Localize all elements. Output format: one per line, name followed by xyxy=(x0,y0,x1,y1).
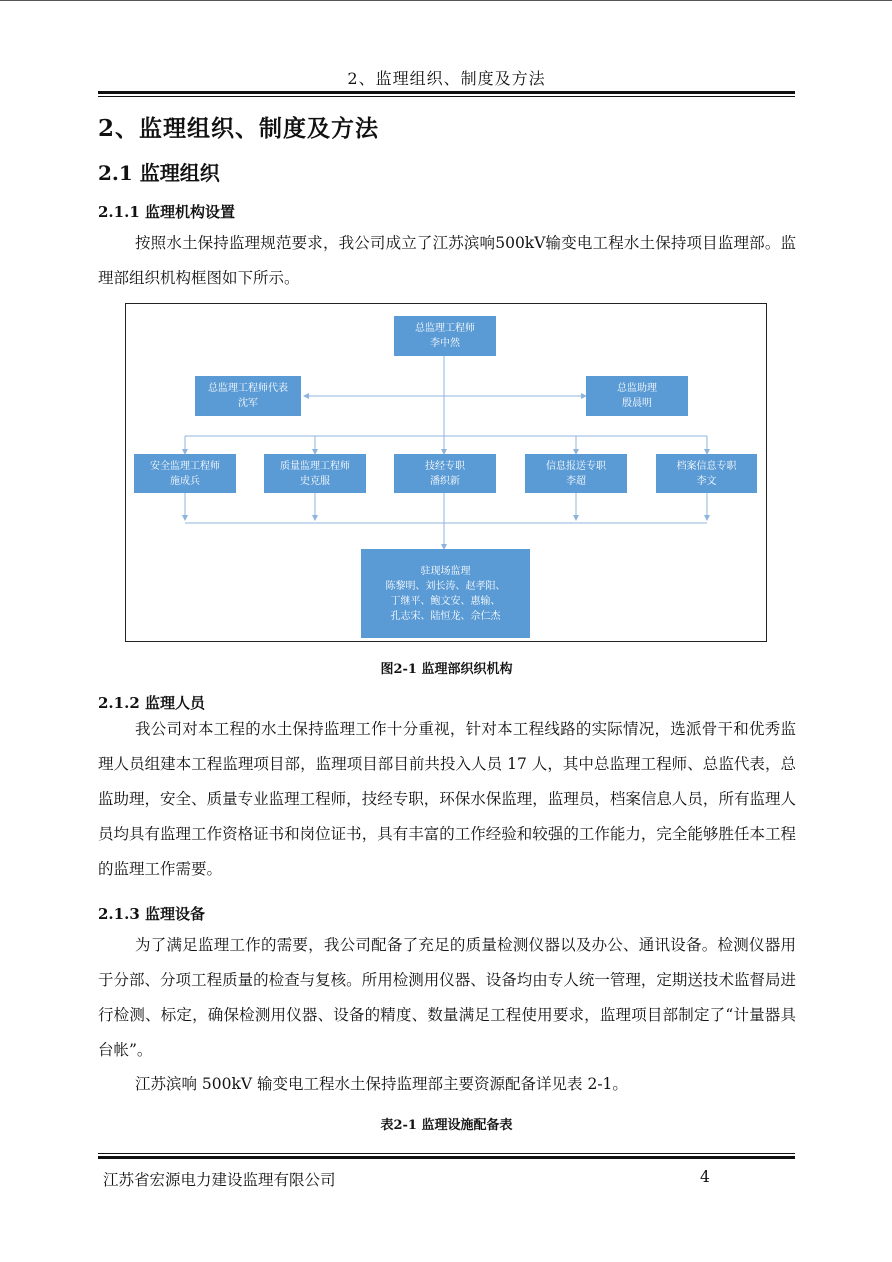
node-site-line-3: 孔志宋、陆恒龙、佘仁杰 xyxy=(390,610,501,622)
node-dept-title: 信息报送专职 xyxy=(546,460,606,472)
figure-caption: 图2-1 监理部织织机构 xyxy=(380,662,513,677)
table-caption: 表2-1 监理设施配备表 xyxy=(380,1118,513,1133)
node-site-line-1: 陈黎明、刘长涛、赵孝阳、 xyxy=(385,580,506,592)
node-chief-engineer xyxy=(394,316,496,356)
node-chief-name: 李中然 xyxy=(430,338,460,349)
node-dept-name: 施成兵 xyxy=(170,475,200,487)
page-top-border xyxy=(0,0,892,1)
node-chief-assistant xyxy=(586,376,688,416)
paragraph-211: 按照水土保持监理规范要求，我公司成立了江苏滨响500kV输变电工程水土保持项目监理部。监理部组织机构框图如下所示。 xyxy=(98,234,796,287)
running-header: 2、监理组织、制度及方法 xyxy=(347,69,546,88)
node-site-line-2: 丁继平、鲍文安、惠输、 xyxy=(390,595,501,607)
node-assistant-name: 殷晨明 xyxy=(622,398,652,409)
node-site-supervision xyxy=(361,549,530,638)
node-dept-title: 技经专职 xyxy=(425,460,465,472)
node-dept-title: 档案信息专职 xyxy=(676,460,737,472)
node-deputy-chief xyxy=(195,376,301,416)
node-dept-name: 潘织新 xyxy=(430,475,460,487)
footer-rule-thin xyxy=(98,1153,795,1154)
paragraph-212: 我公司对本工程的水土保持监理工作十分重视，针对本工程线路的实际情况，选派骨干和优秀监理人员组建本工程监理项目部，监理项目部目前共投入人员 17 人，其中总监理工程师、总监代表，总监助理，安全、质量专业监理工程师，技经专职，环保水保监理，监理员，档案信息人员，所有监理人员均具有监理工作资格证书和岗位证书，具有丰富的工作经验和较强的工作能力，完全能够胜任本工程的监理工作需要。 xyxy=(98,720,796,878)
header-rule-thick xyxy=(98,91,795,94)
node-quality-engineer xyxy=(264,454,366,493)
org-chart xyxy=(125,303,767,642)
footer-rule-thick xyxy=(98,1156,795,1159)
node-cost-specialist xyxy=(394,454,496,493)
node-site-title: 驻现场监理 xyxy=(420,565,471,577)
chapter-heading: 2、监理组织、制度及方法 xyxy=(98,115,380,142)
node-archive-info xyxy=(656,454,757,493)
node-dept-name: 史克服 xyxy=(300,475,330,487)
node-dept-title: 安全监理工程师 xyxy=(150,460,220,472)
node-deputy-title: 总监理工程师代表 xyxy=(208,383,288,394)
node-safety-engineer xyxy=(134,454,236,493)
subsection-heading-211: 2.1.1 监理机构设置 xyxy=(98,203,235,221)
node-dept-title: 质量监理工程师 xyxy=(280,460,350,472)
subsection-heading-213: 2.1.3 监理设备 xyxy=(98,905,205,923)
node-dept-name: 李文 xyxy=(696,475,717,487)
page-number: 4 xyxy=(700,1168,710,1186)
node-chief-title: 总监理工程师 xyxy=(415,323,475,334)
node-dept-name: 李超 xyxy=(566,475,586,487)
section-heading: 2.1 监理组织 xyxy=(98,161,220,185)
paragraph-213-1: 为了满足监理工作的需要，我公司配备了充足的质量检测仪器以及办公、通讯设备。检测仪器用于分部、分项工程质量的检查与复核。所用检测用仪器、设备均由专人统一管理，定期送技术监督局进行检测、标定，确保检测用仪器、设备的精度、数量满足工程使用要求，监理项目部制定了“计量器具台帐”。 xyxy=(98,936,796,1059)
node-assistant-title: 总监助理 xyxy=(617,383,657,394)
subsection-heading-212: 2.1.2 监理人员 xyxy=(98,694,205,712)
footer-company: 江苏省宏源电力建设监理有限公司 xyxy=(103,1171,336,1189)
node-deputy-name: 沈军 xyxy=(238,398,258,409)
node-info-reporting xyxy=(525,454,627,493)
paragraph-213-2: 江苏滨响 500kV 输变电工程水土保持监理部主要资源配备详见表 2-1。 xyxy=(135,1075,628,1093)
header-rule-thin xyxy=(98,96,795,97)
